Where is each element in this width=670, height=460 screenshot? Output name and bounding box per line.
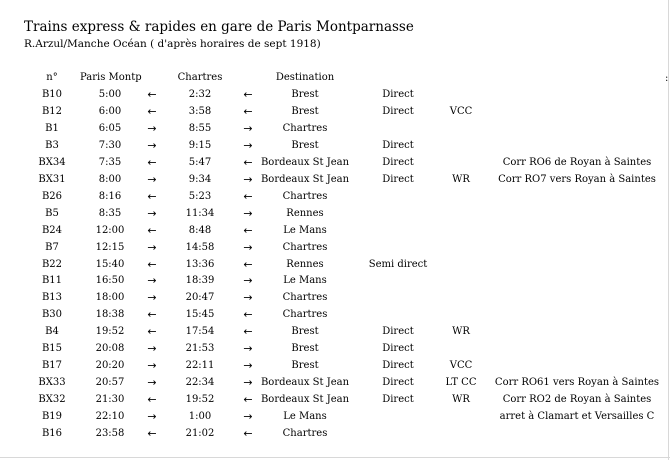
cell-car-class: VCC [449,106,473,117]
cell-service-type: Direct [382,106,414,117]
cell-direction-arrow-2: ← [243,190,253,203]
cell-paris-time: 12:15 [95,242,125,253]
cell-paris-time: 20:57 [95,377,125,388]
cell-direction-arrow-2: ← [243,427,253,440]
corner-mark: : [665,73,669,84]
cell-chartres-time: 11:34 [185,208,215,219]
cell-chartres-time: 3:58 [188,106,212,117]
cell-direction-arrow-2: ← [243,105,253,118]
cell-chartres-time: 14:58 [185,242,215,253]
cell-train-number: B26 [41,191,63,202]
cell-paris-time: 7:30 [98,140,122,151]
cell-chartres-time: 22:11 [185,360,215,371]
cell-direction-arrow-1: ← [147,393,157,406]
cell-direction-arrow-1: → [147,139,157,152]
cell-paris-time: 20:20 [95,360,125,371]
cell-direction-arrow-1: ← [147,224,157,237]
cell-destination: Le Mans [283,275,327,286]
cell-train-number: B4 [45,326,59,337]
cell-direction-arrow-1: ← [147,258,157,271]
cell-destination: Le Mans [283,411,327,422]
cell-train-number: B16 [41,428,63,439]
cell-paris-time: 6:05 [98,123,122,134]
cell-paris-time: 18:38 [95,309,125,320]
cell-service-type: Direct [382,140,414,151]
cell-direction-arrow-1: ← [147,325,157,338]
cell-paris-time: 22:10 [95,411,125,422]
cell-paris-time: 15:40 [95,259,125,270]
cell-destination: Rennes [286,259,324,270]
cell-paris-time: 19:52 [95,326,125,337]
cell-destination: Bordeaux St Jean [260,157,350,168]
cell-chartres-time: 8:55 [188,123,212,134]
cell-train-number: BX31 [38,174,66,185]
cell-destination: Bordeaux St Jean [260,394,350,405]
window-frame-right [668,0,669,460]
cell-direction-arrow-2: → [243,122,253,135]
cell-chartres-time: 21:02 [185,428,215,439]
cell-destination: Brest [291,106,319,117]
cell-train-number: B22 [41,259,63,270]
cell-direction-arrow-2: → [243,274,253,287]
cell-train-number: B5 [45,208,59,219]
cell-service-type: Direct [382,343,414,354]
window-frame-bottom [0,457,670,458]
cell-service-type: Direct [382,89,414,100]
cell-direction-arrow-2: → [243,291,253,304]
cell-paris-time: 8:35 [98,208,122,219]
cell-train-number: BX32 [38,394,66,405]
cell-destination: Brest [291,140,319,151]
cell-direction-arrow-1: → [147,173,157,186]
cell-direction-arrow-1: ← [147,105,157,118]
cell-train-number: B13 [41,292,63,303]
cell-train-number: BX33 [38,377,66,388]
cell-direction-arrow-2: → [243,173,253,186]
cell-paris-time: 23:58 [95,428,125,439]
cell-paris-time: 18:00 [95,292,125,303]
cell-direction-arrow-2: ← [243,156,253,169]
cell-direction-arrow-2: ← [243,393,253,406]
cell-car-class: WR [452,326,470,337]
cell-chartres-time: 22:34 [185,377,215,388]
cell-paris-time: 12:00 [95,225,125,236]
cell-destination: Chartres [282,428,328,439]
cell-destination: Brest [291,343,319,354]
cell-destination: Rennes [286,208,324,219]
cell-chartres-time: 5:47 [188,157,212,168]
cell-train-number: B3 [45,140,59,151]
cell-destination: Bordeaux St Jean [260,377,350,388]
header-paris-montparnasse: Paris Montp [80,72,142,83]
header-number: n° [46,72,58,83]
cell-direction-arrow-2: → [243,410,253,423]
cell-paris-time: 6:00 [98,106,122,117]
cell-paris-time: 7:35 [98,157,122,168]
header-chartres: Chartres [177,72,223,83]
cell-service-type: Direct [382,394,414,405]
cell-destination: Chartres [282,292,328,303]
cell-direction-arrow-2: → [243,241,253,254]
cell-service-type: Direct [382,360,414,371]
cell-destination: Bordeaux St Jean [260,174,350,185]
cell-direction-arrow-1: ← [147,427,157,440]
cell-direction-arrow-1: → [147,342,157,355]
cell-chartres-time: 18:39 [185,275,215,286]
cell-car-class: LT CC [445,377,477,388]
cell-chartres-time: 13:36 [185,259,215,270]
cell-direction-arrow-2: → [243,207,253,220]
cell-direction-arrow-2: ← [243,258,253,271]
header-destination: Destination [275,72,335,83]
cell-direction-arrow-1: → [147,274,157,287]
cell-service-type: Direct [382,326,414,337]
cell-destination: Chartres [282,309,328,320]
cell-chartres-time: 8:48 [188,225,212,236]
cell-chartres-time: 20:47 [185,292,215,303]
cell-direction-arrow-2: ← [243,308,253,321]
document-title: Trains express & rapides en gare de Paris Montparnasse [24,19,414,35]
cell-service-type: Direct [382,174,414,185]
cell-direction-arrow-2: ← [243,224,253,237]
cell-direction-arrow-1: → [147,410,157,423]
cell-chartres-time: 9:34 [188,174,212,185]
cell-destination: Brest [291,326,319,337]
cell-direction-arrow-1: → [147,291,157,304]
cell-direction-arrow-1: → [147,359,157,372]
document-subtitle: R.Arzul/Manche Océan ( d'après horaires de sept 1918) [24,38,321,50]
cell-connection-note: Corr RO2 de Royan à Saintes [502,394,652,405]
cell-chartres-time: 15:45 [185,309,215,320]
cell-direction-arrow-2: → [243,139,253,152]
cell-train-number: B7 [45,242,59,253]
cell-train-number: B10 [41,89,63,100]
cell-destination: Le Mans [283,225,327,236]
cell-chartres-time: 21:53 [185,343,215,354]
cell-chartres-time: 5:23 [188,191,212,202]
cell-paris-time: 21:30 [95,394,125,405]
cell-direction-arrow-1: ← [147,308,157,321]
cell-train-number: B11 [41,275,63,286]
cell-car-class: VCC [449,360,473,371]
cell-paris-time: 16:50 [95,275,125,286]
cell-chartres-time: 17:54 [185,326,215,337]
cell-car-class: WR [452,394,470,405]
cell-direction-arrow-1: → [147,241,157,254]
cell-train-number: B1 [45,123,59,134]
cell-direction-arrow-1: ← [147,190,157,203]
cell-connection-note: Corr RO7 vers Royan à Saintes [498,174,656,185]
cell-destination: Chartres [282,123,328,134]
cell-paris-time: 8:00 [98,174,122,185]
cell-service-type: Semi direct [368,259,428,270]
cell-destination: Chartres [282,242,328,253]
cell-direction-arrow-1: → [147,122,157,135]
cell-chartres-time: 2:32 [188,89,212,100]
cell-chartres-time: 19:52 [185,394,215,405]
cell-destination: Chartres [282,191,328,202]
cell-direction-arrow-1: ← [147,88,157,101]
cell-direction-arrow-2: → [243,342,253,355]
cell-train-number: B30 [41,309,63,320]
cell-destination: Brest [291,360,319,371]
cell-train-number: B19 [41,411,63,422]
cell-train-number: B24 [41,225,63,236]
cell-train-number: B17 [41,360,63,371]
cell-direction-arrow-1: → [147,207,157,220]
cell-direction-arrow-1: → [147,376,157,389]
cell-connection-note: arret à Clamart et Versailles C [499,411,655,422]
cell-service-type: Direct [382,377,414,388]
cell-direction-arrow-2: ← [243,325,253,338]
cell-connection-note: Corr RO61 vers Royan à Saintes [494,377,660,388]
cell-service-type: Direct [382,157,414,168]
cell-chartres-time: 9:15 [188,140,212,151]
cell-paris-time: 20:08 [95,343,125,354]
cell-chartres-time: 1:00 [188,411,212,422]
cell-direction-arrow-2: → [243,359,253,372]
cell-train-number: BX34 [38,157,66,168]
cell-connection-note: Corr RO6 de Royan à Saintes [502,157,652,168]
cell-direction-arrow-2: ← [243,88,253,101]
cell-train-number: B12 [41,106,63,117]
cell-car-class: WR [452,174,470,185]
cell-train-number: B15 [41,343,63,354]
cell-paris-time: 8:16 [98,191,122,202]
cell-direction-arrow-2: → [243,376,253,389]
cell-destination: Brest [291,89,319,100]
cell-paris-time: 5:00 [98,89,122,100]
cell-direction-arrow-1: ← [147,156,157,169]
